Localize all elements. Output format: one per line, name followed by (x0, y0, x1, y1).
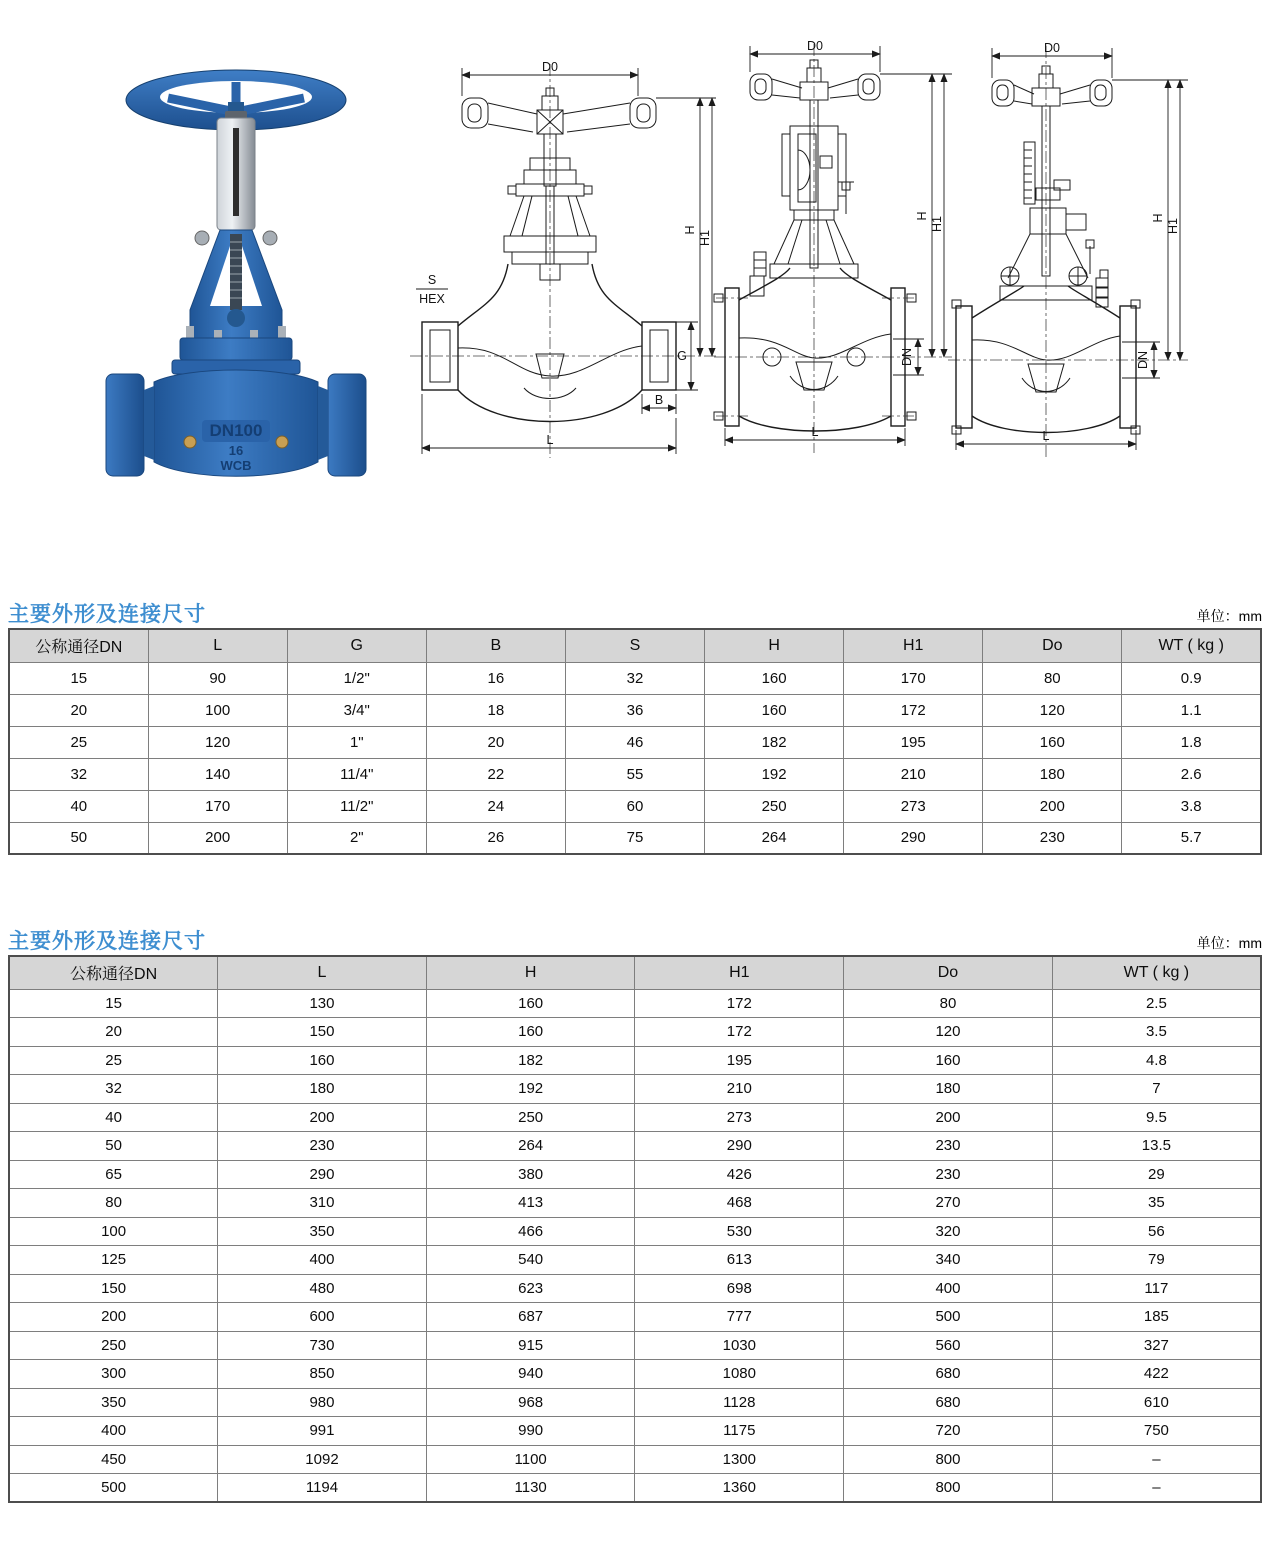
table-cell: 980 (218, 1388, 427, 1417)
table-cell: 300 (9, 1360, 218, 1389)
table-cell: – (1052, 1445, 1261, 1474)
table-cell: 3.5 (1052, 1018, 1261, 1047)
table-cell: 120 (983, 694, 1122, 726)
table-cell: 230 (218, 1132, 427, 1161)
table-cell: 29 (1052, 1160, 1261, 1189)
table-cell: 160 (218, 1046, 427, 1075)
table-cell: 413 (426, 1189, 635, 1218)
table-cell: 100 (9, 1217, 218, 1246)
section-title: 主要外形及连接尺寸 (8, 603, 206, 626)
table-cell: 1194 (218, 1474, 427, 1503)
dim-label-l: L (811, 425, 819, 439)
table-cell: 160 (983, 726, 1122, 758)
table-cell: 1128 (635, 1388, 844, 1417)
table-cell: 350 (9, 1388, 218, 1417)
table-cell: 915 (426, 1331, 635, 1360)
header-row (9, 629, 1261, 662)
table-row (9, 1075, 1261, 1104)
table-cell: 50 (9, 1132, 218, 1161)
dim-label-h1: H1 (1166, 218, 1180, 234)
column-header: B (426, 629, 565, 662)
table-cell: 125 (9, 1246, 218, 1275)
table-cell: 1.1 (1122, 694, 1261, 726)
table-cell: 680 (844, 1360, 1053, 1389)
table-cell: 720 (844, 1417, 1053, 1446)
section-header (8, 592, 1262, 628)
table-cell: 850 (218, 1360, 427, 1389)
dim-label-h: H (1151, 213, 1165, 223)
table-cell: 5.7 (1122, 822, 1261, 854)
table-cell: 730 (218, 1331, 427, 1360)
table-cell: 79 (1052, 1246, 1261, 1275)
table-cell: 1080 (635, 1360, 844, 1389)
table-row (9, 1360, 1261, 1389)
table-cell: 610 (1052, 1388, 1261, 1417)
table-cell: 26 (426, 822, 565, 854)
table-cell: 100 (148, 694, 287, 726)
table-cell: 90 (148, 662, 287, 694)
table-cell: 3/4" (287, 694, 426, 726)
table-row (9, 1331, 1261, 1360)
table-cell: 182 (705, 726, 844, 758)
table-cell: 250 (9, 1331, 218, 1360)
table-row (9, 1132, 1261, 1161)
table-cell: 185 (1052, 1303, 1261, 1332)
table-cell: 40 (9, 790, 148, 822)
table-cell: 422 (1052, 1360, 1261, 1389)
table-cell: 426 (635, 1160, 844, 1189)
column-header: S (565, 629, 704, 662)
table-cell: 16 (426, 662, 565, 694)
table-cell: 200 (983, 790, 1122, 822)
column-header: 公称通径DN (9, 629, 148, 662)
table-cell: 0.9 (1122, 662, 1261, 694)
dim-label-h1: H1 (698, 230, 712, 246)
handwheel-outline (750, 60, 880, 100)
table-cell: 160 (705, 662, 844, 694)
table-cell: 25 (9, 1046, 218, 1075)
table-cell: 560 (844, 1331, 1053, 1360)
unit-label: 单位：mm (1196, 935, 1262, 951)
dim-label-d0: D0 (807, 39, 823, 53)
table-cell: 20 (9, 694, 148, 726)
table-cell: 250 (426, 1103, 635, 1132)
column-header: H (426, 956, 635, 989)
column-header: H1 (635, 956, 844, 989)
dim-l (725, 425, 905, 446)
table-cell: 1030 (635, 1331, 844, 1360)
dim-label-h: H (915, 211, 929, 221)
table-cell: 20 (426, 726, 565, 758)
table-cell: 990 (426, 1417, 635, 1446)
table-row (9, 1160, 1261, 1189)
table-cell: 1130 (426, 1474, 635, 1503)
dim-label-l: L (1042, 429, 1050, 443)
table-cell: 613 (635, 1246, 844, 1275)
table-cell: 1175 (635, 1417, 844, 1446)
table-cell: 270 (844, 1189, 1053, 1218)
table-cell: 2.5 (1052, 989, 1261, 1018)
table-row (9, 1217, 1261, 1246)
table-row (9, 662, 1261, 694)
table-cell: 180 (218, 1075, 427, 1104)
table-row (9, 1274, 1261, 1303)
table-cell: 7 (1052, 1075, 1261, 1104)
table-row (9, 1303, 1261, 1332)
table-cell: 991 (218, 1417, 427, 1446)
table-cell: 264 (426, 1132, 635, 1161)
table-cell: 3.8 (1122, 790, 1261, 822)
table-cell: 466 (426, 1217, 635, 1246)
table-cell: 11/2" (287, 790, 426, 822)
table-cell: 1/2" (287, 662, 426, 694)
table-cell: 200 (844, 1103, 1053, 1132)
table-cell: 32 (9, 758, 148, 790)
table-cell: 150 (218, 1018, 427, 1047)
table-row (9, 1018, 1261, 1047)
table-cell: 46 (565, 726, 704, 758)
table-cell: 25 (9, 726, 148, 758)
table-row (9, 1046, 1261, 1075)
column-header: L (148, 629, 287, 662)
dim-d0 (992, 41, 1112, 78)
table-cell: 150 (9, 1274, 218, 1303)
dim-b (642, 393, 676, 414)
column-header: H1 (844, 629, 983, 662)
body-marking-pressure: 16 (228, 443, 244, 458)
table-cell: 777 (635, 1303, 844, 1332)
table-cell: 230 (844, 1132, 1053, 1161)
product-photo (68, 48, 406, 486)
table-row (9, 758, 1261, 790)
table-cell: 60 (565, 790, 704, 822)
table-cell: 192 (426, 1075, 635, 1104)
table-cell: 9.5 (1052, 1103, 1261, 1132)
dim-label-h1: H1 (930, 216, 944, 232)
table-cell: 180 (983, 758, 1122, 790)
dim-s-hex (416, 273, 448, 306)
table-cell: 320 (844, 1217, 1053, 1246)
table-row (9, 989, 1261, 1018)
table-row (9, 1417, 1261, 1446)
table-cell: 170 (148, 790, 287, 822)
column-header: H (705, 629, 844, 662)
table-row (9, 726, 1261, 758)
table-cell: 310 (218, 1189, 427, 1218)
table-cell: 160 (426, 989, 635, 1018)
table-cell: 130 (218, 989, 427, 1018)
table-cell: 13.5 (1052, 1132, 1261, 1161)
dim-label-hex: HEX (419, 292, 445, 306)
table-cell: 80 (9, 1189, 218, 1218)
bonnet-outline (1000, 106, 1108, 307)
table-cell: 160 (426, 1018, 635, 1047)
table-cell: 327 (1052, 1331, 1261, 1360)
table-cell: 15 (9, 989, 218, 1018)
table-cell: 24 (426, 790, 565, 822)
table-cell: 15 (9, 662, 148, 694)
dim-label-h: H (683, 225, 697, 235)
table-cell: 195 (844, 726, 983, 758)
bonnet-outline (750, 100, 858, 296)
column-header: G (287, 629, 426, 662)
table-cell: 120 (148, 726, 287, 758)
table-cell: 80 (983, 662, 1122, 694)
table-cell: 540 (426, 1246, 635, 1275)
table-cell: 4.8 (1052, 1046, 1261, 1075)
table-cell: 50 (9, 822, 148, 854)
dim-l (422, 394, 676, 454)
table-cell: 32 (565, 662, 704, 694)
table-cell: 22 (426, 758, 565, 790)
table-cell: 600 (218, 1303, 427, 1332)
table-cell: 195 (635, 1046, 844, 1075)
table-cell: 480 (218, 1274, 427, 1303)
table-cell: 75 (565, 822, 704, 854)
table-cell: 264 (705, 822, 844, 854)
table-cell: 1100 (426, 1445, 635, 1474)
table-cell: 200 (9, 1303, 218, 1332)
table-cell: 1092 (218, 1445, 427, 1474)
yoke (190, 230, 282, 340)
dim-h-h1 (1112, 80, 1188, 360)
table-cell: 80 (844, 989, 1053, 1018)
table-cell: 32 (9, 1075, 218, 1104)
table-cell: 1300 (635, 1445, 844, 1474)
table-cell: 210 (844, 758, 983, 790)
table-cell: 687 (426, 1303, 635, 1332)
table-cell: 380 (426, 1160, 635, 1189)
table-cell: 1.8 (1122, 726, 1261, 758)
body-outline (714, 268, 916, 431)
table-cell: 290 (844, 822, 983, 854)
table-cell: 290 (635, 1132, 844, 1161)
table-cell: 170 (844, 662, 983, 694)
table-cell: 180 (844, 1075, 1053, 1104)
column-header: Do (983, 629, 1122, 662)
dim-label-g: G (677, 349, 687, 363)
table-cell: 200 (218, 1103, 427, 1132)
dim-h-h1 (656, 98, 716, 356)
section-threaded-dimensions (8, 592, 1262, 855)
table-cell: 140 (148, 758, 287, 790)
table-cell: 750 (1052, 1417, 1261, 1446)
column-header: 公称通径DN (9, 956, 218, 989)
table-cell: 500 (9, 1474, 218, 1503)
table-row (9, 790, 1261, 822)
table-cell: 40 (9, 1103, 218, 1132)
table-cell: 120 (844, 1018, 1053, 1047)
table-row (9, 1246, 1261, 1275)
table-cell: 400 (844, 1274, 1053, 1303)
section-header (8, 919, 1262, 955)
table-cell: 172 (635, 1018, 844, 1047)
table-cell: 698 (635, 1274, 844, 1303)
table-cell: 20 (9, 1018, 218, 1047)
table-row (9, 1103, 1261, 1132)
dim-label-dn: DN (1136, 350, 1150, 370)
table-cell: 2" (287, 822, 426, 854)
column-header: Do (844, 956, 1053, 989)
body-marking-material: WCB (220, 458, 252, 473)
table-row (9, 1189, 1261, 1218)
dim-label-d0: D0 (542, 60, 558, 74)
dim-label-l: L (546, 433, 554, 447)
table-cell: 65 (9, 1160, 218, 1189)
table-cell: 250 (705, 790, 844, 822)
table-cell: 800 (844, 1474, 1053, 1503)
table-cell: 200 (148, 822, 287, 854)
table-row (9, 694, 1261, 726)
drawing-flanged-valve (710, 38, 955, 458)
dimensions-table-threaded (8, 628, 1262, 855)
table-cell: 340 (844, 1246, 1053, 1275)
table-cell: 56 (1052, 1217, 1261, 1246)
column-header: WT ( kg ) (1052, 956, 1261, 989)
table-cell: 210 (635, 1075, 844, 1104)
table-cell: 400 (218, 1246, 427, 1275)
table-cell: 55 (565, 758, 704, 790)
table-cell: 117 (1052, 1274, 1261, 1303)
table-cell: 230 (983, 822, 1122, 854)
dimensions-table-flanged (8, 955, 1262, 1503)
table-cell: – (1052, 1474, 1261, 1503)
table-cell: 680 (844, 1388, 1053, 1417)
table-row (9, 822, 1261, 854)
handwheel-outline (462, 88, 656, 134)
dim-label-d0: D0 (1044, 41, 1060, 55)
table-row (9, 1474, 1261, 1503)
dim-label-s: S (427, 273, 437, 287)
table-cell: 800 (844, 1445, 1053, 1474)
table-cell: 18 (426, 694, 565, 726)
valve-stem (217, 111, 255, 230)
table-cell: 172 (844, 694, 983, 726)
table-cell: 36 (565, 694, 704, 726)
table-cell: 172 (635, 989, 844, 1018)
table-cell: 192 (705, 758, 844, 790)
table-cell: 623 (426, 1274, 635, 1303)
table-cell: 290 (218, 1160, 427, 1189)
table-row (9, 1445, 1261, 1474)
table-cell: 1360 (635, 1474, 844, 1503)
dim-label-dn: DN (900, 347, 914, 367)
table-cell: 350 (218, 1217, 427, 1246)
table-cell: 273 (844, 790, 983, 822)
table-cell: 468 (635, 1189, 844, 1218)
drawing-welded-valve (944, 38, 1234, 463)
unit-label: 单位：mm (1196, 608, 1262, 624)
table-cell: 160 (705, 694, 844, 726)
globe-valve-photo (68, 48, 406, 486)
table-cell: 11/4" (287, 758, 426, 790)
section-flanged-dimensions (8, 919, 1262, 1503)
header-row (9, 956, 1261, 989)
dim-label-b: B (654, 393, 664, 407)
table-cell: 182 (426, 1046, 635, 1075)
table-cell: 940 (426, 1360, 635, 1389)
table-cell: 500 (844, 1303, 1053, 1332)
table-cell: 400 (9, 1417, 218, 1446)
table-row (9, 1388, 1261, 1417)
body-outline (422, 264, 676, 422)
table-cell: 2.6 (1122, 758, 1261, 790)
column-header: L (218, 956, 427, 989)
dim-d0 (750, 39, 880, 72)
valve-body (106, 370, 366, 476)
table-cell: 273 (635, 1103, 844, 1132)
table-cell: 450 (9, 1445, 218, 1474)
section-title: 主要外形及连接尺寸 (8, 930, 206, 953)
body-marking-size: DN100 (209, 421, 263, 440)
table-cell: 530 (635, 1217, 844, 1246)
table-cell: 230 (844, 1160, 1053, 1189)
column-header: WT ( kg ) (1122, 629, 1261, 662)
table-cell: 35 (1052, 1189, 1261, 1218)
table-cell: 968 (426, 1388, 635, 1417)
drawing-threaded-valve (400, 58, 718, 463)
handwheel-outline (992, 66, 1112, 106)
table-cell: 160 (844, 1046, 1053, 1075)
table-cell: 1" (287, 726, 426, 758)
